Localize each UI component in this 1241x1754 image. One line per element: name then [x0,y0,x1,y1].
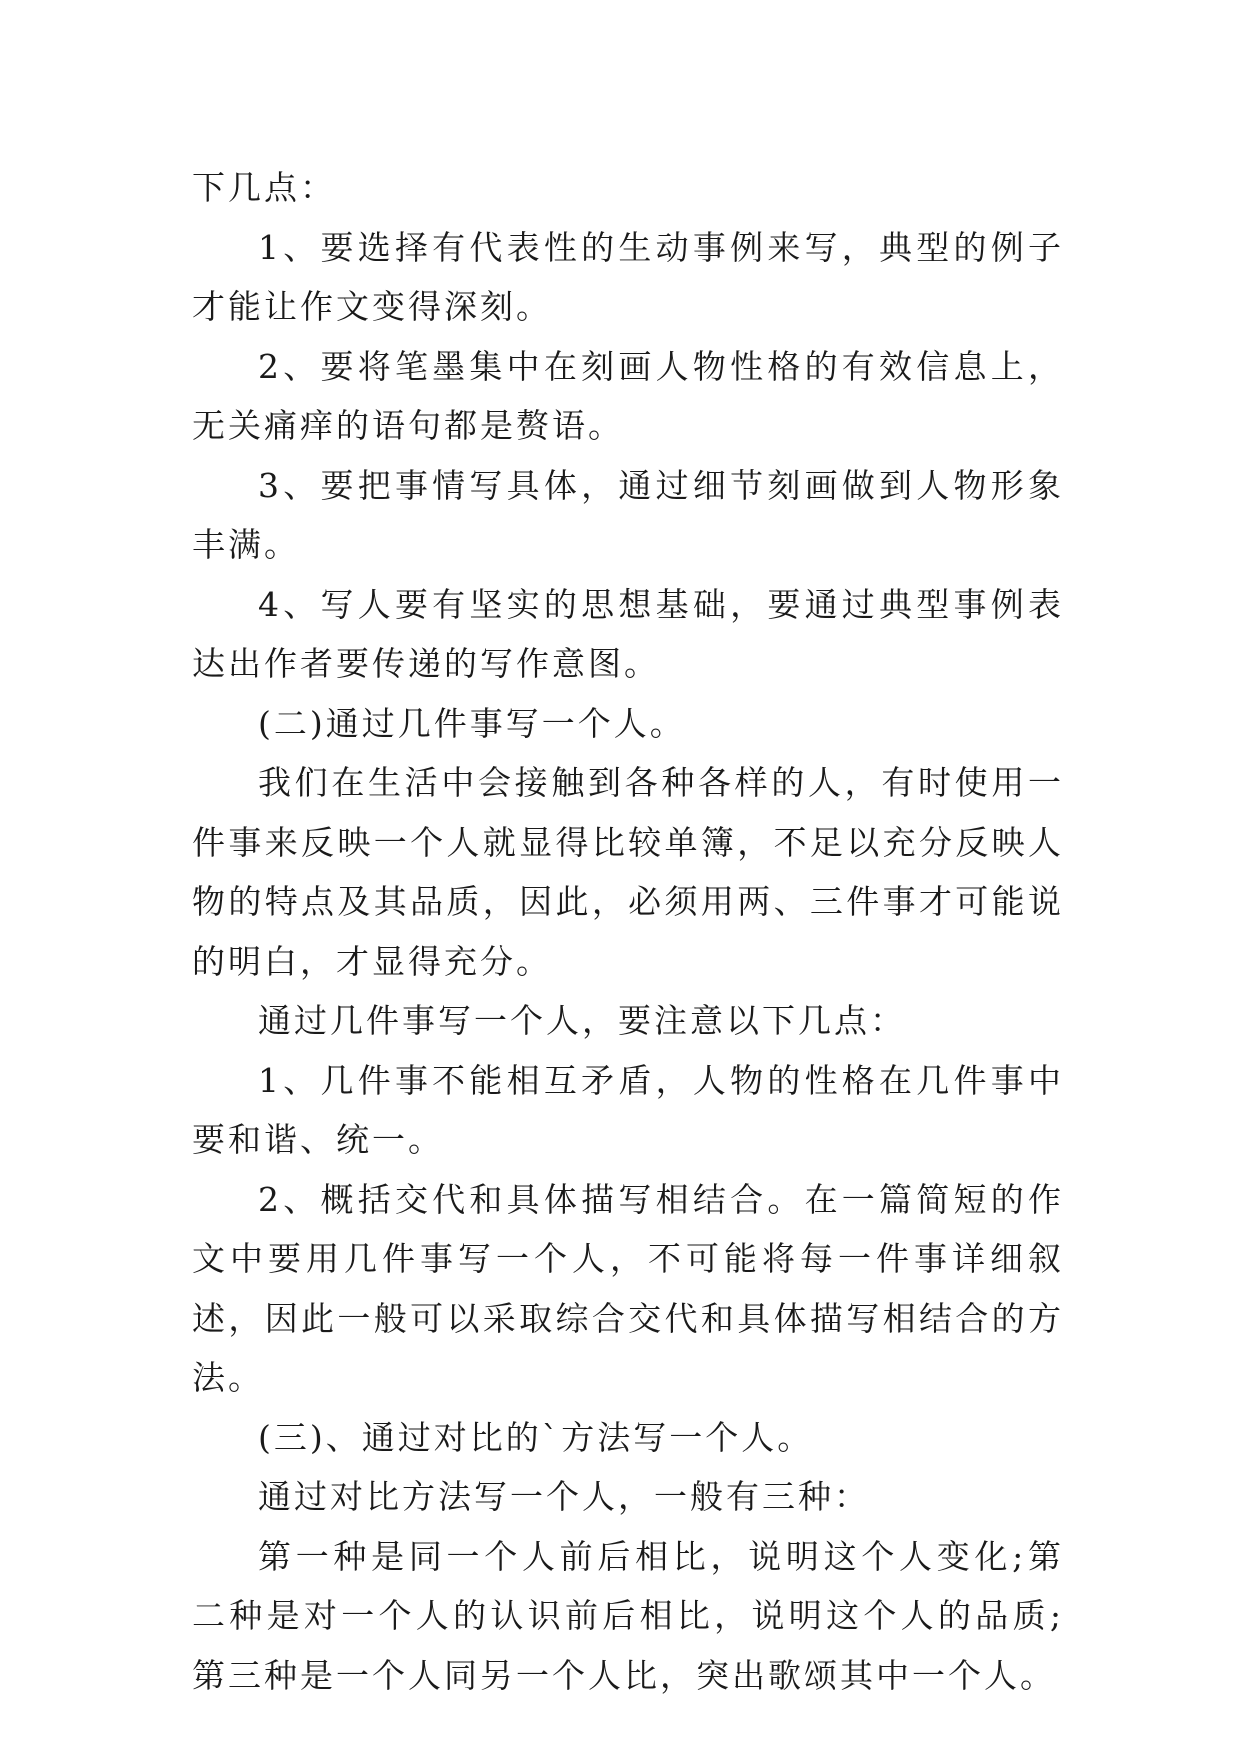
paragraph-point-1: 1、要选择有代表性的生动事例来写，典型的例子才能让作文变得深刻。 [192,227,1064,326]
paragraph-section-2-body: 我们在生活中会接触到各种各样的人，有时使用一件事来反映一个人就显得比较单簿，不足以充分反映人物的特点及其品质，因此，必须用两、三件事才可能说的明白，才显得充分。 [192,763,1064,981]
paragraph-section-2-point-2: 2、概括交代和具体描写相结合。在一篇简短的作文中要用几件事写一个人，不可能将每一件事详细叙述，因此一般可以采取综合交代和具体描写相结合的方法。 [192,1179,1064,1397]
paragraph-section-2-lead: 通过几件事写一个人，要注意以下几点： [258,1001,906,1040]
paragraph-section-2-point-1: 1、几件事不能相互矛盾，人物的性格在几件事中要和谐、统一。 [192,1060,1064,1159]
paragraph-point-3: 3、要把事情写具体，通过细节刻画做到人物形象丰满。 [192,465,1064,564]
section-heading-2: (二)通过几件事写一个人。 [258,703,686,743]
paragraph-section-3-body: 第一种是同一个人前后相比，说明这个人变化;第二种是对一个人的认识前后相比，说明这个人的品质;第三种是一个人同另一个人比，突出歌颂其中一个人。 [192,1536,1064,1695]
section-heading-3: (三)、通过对比的`方法写一个人。 [258,1417,814,1457]
document-page [192,158,1064,1705]
paragraph-intro-tail: 下几点： [192,168,336,207]
paragraph-point-2: 2、要将笔墨集中在刻画人物性格的有效信息上，无关痛痒的语句都是赘语。 [192,346,1064,445]
paragraph-section-3-lead: 通过对比方法写一个人，一般有三种： [258,1477,870,1516]
paragraph-point-4: 4、写人要有坚实的思想基础，要通过典型事例表达出作者要传递的写作意图。 [192,584,1064,683]
